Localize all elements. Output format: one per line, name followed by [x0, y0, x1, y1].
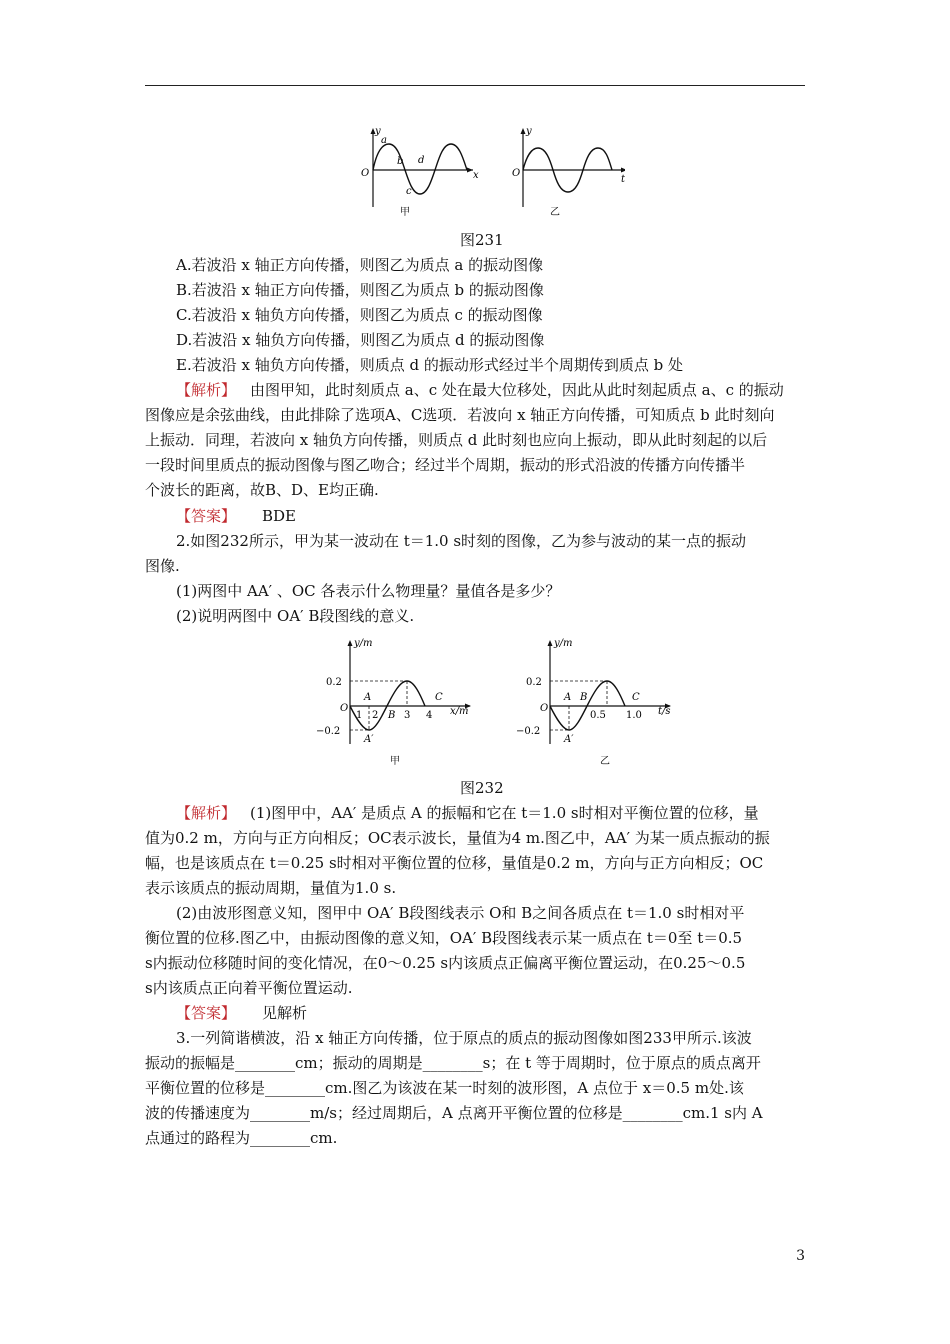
wave232-point-C: C	[435, 692, 443, 703]
wave-graph-label: 甲	[400, 207, 410, 218]
vib232-point-A-prime: A′	[564, 734, 574, 745]
vib232-tick-1-0: 1.0	[626, 710, 642, 721]
vib232-y-label: y/m	[554, 638, 573, 649]
vibration-t-label: t	[621, 174, 625, 185]
analysis-2-p1-line-1: (1)图甲中，AA′ 是质点 A 的振幅和它在 t＝1.0 s时相对平衡位置的位移，量	[250, 804, 759, 822]
analysis-2-p1-line-3: 幅，也是该质点在 t＝0.25 s时相对平衡位置的位移，量值是0.2 m，方向与正方向相反；OC	[145, 854, 764, 872]
q3-line-3: 平衡位置的位移是________cm.图乙为该波在某一时刻的波形图，A 点位于 x＝0.5 m处.该	[145, 1079, 744, 1097]
wave232-origin: O	[340, 703, 349, 714]
wave232-x-label: x/m	[450, 706, 469, 717]
analysis-1-line-5: 个波长的距离，故B、D、E均正确.	[145, 481, 379, 499]
q2-sub-1: (1)两图中 AA′ 、OC 各表示什么物理量？量值各是多少？	[176, 582, 561, 600]
wave-y-label: y	[375, 126, 381, 137]
answer-1: BDE	[262, 507, 296, 525]
page-number: 3	[796, 1248, 805, 1264]
analysis-1-line-1: 由图甲知，此时刻质点 a、c 处在最大位移处，因此从此时刻起质点 a、c 的振动	[250, 381, 784, 399]
option-c: C.若波沿 x 轴负方向传播，则图乙为质点 c 的振动图像	[176, 306, 543, 324]
q2-stem-1: 2.如图232所示，甲为某一波动在 t＝1.0 s时刻的图像，乙为参与波动的某一点的振动	[176, 532, 747, 550]
vib232-origin: O	[540, 703, 549, 714]
wave232-tick-4: 4	[426, 710, 433, 721]
figure-231-vibration-graph	[512, 126, 625, 218]
wave232-point-B: B	[388, 710, 396, 721]
wave232-tick-3: 3	[404, 710, 411, 721]
vibration-graph-label: 乙	[550, 207, 560, 218]
answer-2: 见解析	[262, 1004, 308, 1022]
wave232-bottom-tick: −0.2	[316, 726, 341, 737]
figure-231-wave-graph	[361, 126, 479, 218]
q2-sub-2: (2)说明两图中 OA′ B段图线的意义.	[176, 607, 415, 625]
q3-line-1: 3.一列简谐横波，沿 x 轴正方向传播，位于原点的质点的振动图像如图233甲所示.该波	[176, 1029, 752, 1047]
figure-231	[345, 122, 625, 222]
point-a-label: a	[381, 135, 387, 146]
option-d: D.若波沿 x 轴负方向传播，则图乙为质点 d 的振动图像	[176, 331, 545, 349]
analysis-2-p2-line-3: s内振动位移随时间的变化情况，在0～0.25 s内该质点正偏离平衡位置运动，在0.25～0.5	[145, 954, 746, 972]
q3-line-5: 点通过的路程为________cm.	[145, 1129, 338, 1147]
vibration-y-label: y	[526, 126, 532, 137]
wave-origin-label: O	[361, 168, 370, 179]
wave-x-label: x	[473, 170, 479, 181]
point-c-label: c	[406, 186, 412, 197]
vib232-tick-0-5: 0.5	[590, 710, 606, 721]
option-e: E.若波沿 x 轴负方向传播，则质点 d 的振动形式经过半个周期传到质点 b 处	[176, 356, 683, 374]
vib232-top-tick: 0.2	[526, 677, 542, 688]
wave232-tick-2: 2	[372, 710, 379, 721]
vib232-graph-label: 乙	[600, 756, 610, 767]
analysis-2-p2-line-2: 衡位置的位移.图乙中，由振动图像的意义知，OA′ B段图线表示某一质点在 t＝0至 t＝0.5	[145, 929, 743, 947]
analysis-1-line-3: 上振动．同理，若波向 x 轴负方向传播，则质点 d 此时刻也应向上振动，即从此时刻起的以后	[145, 431, 768, 449]
wave232-tick-1: 1	[356, 710, 363, 721]
analysis-2-p2-line-1: (2)由波形图意义知，图甲中 OA′ B段图线表示 O和 B之间各质点在 t＝1.0 s时相对平	[176, 904, 745, 922]
figure-232-caption: 图232	[460, 779, 504, 797]
wave232-graph-label: 甲	[390, 756, 400, 767]
answer-tag-2: 【答案】	[176, 1004, 237, 1022]
vib232-t-label: t/s	[658, 706, 671, 717]
vibration-origin-label: O	[512, 168, 521, 179]
option-b: B.若波沿 x 轴正方向传播，则图乙为质点 b 的振动图像	[176, 281, 544, 299]
option-a: A.若波沿 x 轴正方向传播，则图乙为质点 a 的振动图像	[176, 256, 544, 274]
q3-line-4: 波的传播速度为________m/s；经过周期后，A 点离开平衡位置的位移是________cm.1 s内 A	[145, 1104, 763, 1122]
wave232-point-A: A	[364, 692, 372, 703]
analysis-1-line-2: 图像应是余弦曲线，由此排除了选项A、C选项．若波向 x 轴正方向传播，可知质点 b 此时刻向	[145, 406, 775, 424]
analysis-tag-1: 【解析】	[176, 381, 237, 399]
wave232-y-label: y/m	[354, 638, 373, 649]
analysis-2-p1-line-2: 值为0.2 m，方向与正方向相反；OC表示波长，量值为4 m.图乙中，AA′ 为某一质点振动的振	[145, 829, 770, 847]
figure-232	[310, 632, 690, 772]
header-rule	[145, 85, 805, 86]
figure-232-wave-graph	[316, 638, 471, 767]
vib232-point-B: B	[580, 692, 588, 703]
q3-line-2: 振动的振幅是________cm；振动的周期是________s；在 t 等于周期时，位于原点的质点离开	[145, 1054, 761, 1072]
vib232-point-A: A	[564, 692, 572, 703]
answer-tag-1: 【答案】	[176, 507, 237, 525]
wave232-top-tick: 0.2	[326, 677, 342, 688]
vib232-bottom-tick: −0.2	[516, 726, 541, 737]
figure-231-caption: 图231	[460, 231, 504, 249]
analysis-2-p1-line-4: 表示该质点的振动周期，量值为1.0 s.	[145, 879, 397, 897]
wave232-point-A-prime: A′	[364, 734, 374, 745]
vib232-point-C: C	[632, 692, 640, 703]
analysis-2-p2-line-4: s内该质点正向着平衡位置运动.	[145, 979, 353, 997]
q2-stem-2: 图像.	[145, 557, 180, 575]
analysis-1-line-4: 一段时间里质点的振动图像与图乙吻合；经过半个周期，振动的形式沿波的传播方向传播半	[145, 456, 746, 474]
figure-232-vibration-graph	[516, 638, 671, 767]
point-b-label: b	[397, 156, 404, 167]
point-d-label: d	[418, 155, 425, 166]
analysis-tag-2: 【解析】	[176, 804, 237, 822]
